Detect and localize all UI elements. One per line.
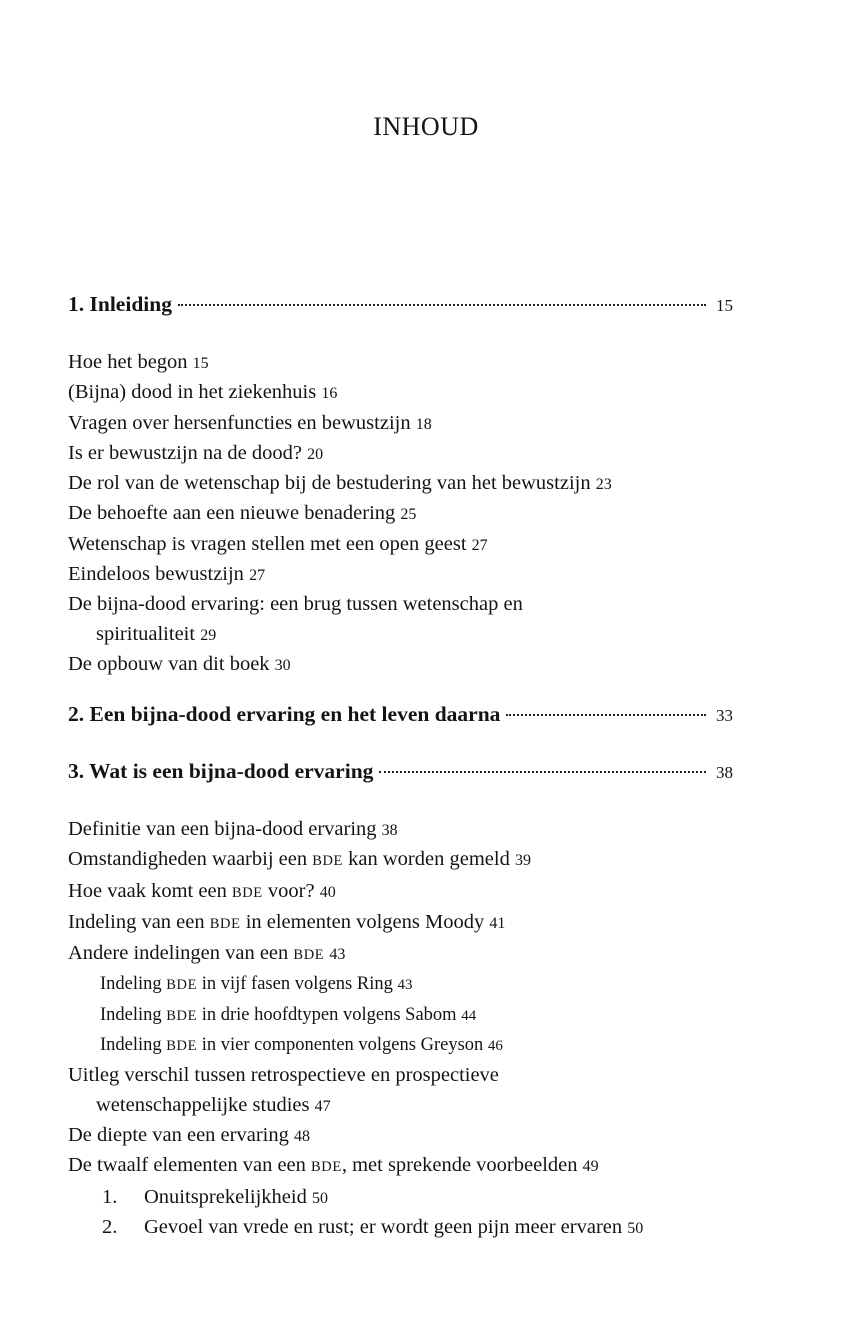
toc-entry: Is er bewustzijn na de dood? 20 bbox=[68, 441, 324, 464]
toc-entry: Hoe het begon 15 bbox=[68, 351, 209, 373]
toc-entry: Vragen over hersenfuncties en bewustzijn 18 bbox=[68, 411, 432, 434]
toc-entry: De opbouw van dit boek 30 bbox=[68, 652, 291, 675]
chapter-3-entries bbox=[68, 815, 768, 1243]
toc-entry: Indeling van een BDE in elementen volgens Moody 41 bbox=[68, 910, 506, 933]
toc-subentry: Indeling BDE in vijf fasen volgens Ring 43 bbox=[100, 974, 413, 995]
toc-entry: De bijna-dood ervaring: een brug tussen wetenschap en bbox=[68, 593, 523, 616]
chapter-label: 3. Wat is een bijna-dood ervaring bbox=[68, 759, 374, 783]
chapter-1-entries bbox=[68, 348, 768, 680]
dot-leader bbox=[178, 304, 706, 306]
chapter-page: 38 bbox=[716, 763, 733, 782]
toc-entry: Definitie van een bijna-dood ervaring 38 bbox=[68, 818, 398, 840]
chapter-label: 1. Inleiding bbox=[68, 292, 172, 316]
chapter-page: 15 bbox=[716, 296, 733, 315]
chapter-3-heading bbox=[68, 759, 733, 784]
toc-entry-continuation: wetenschappelijke studies 47 bbox=[96, 1093, 331, 1116]
chapter-1-heading bbox=[68, 292, 733, 317]
toc-entry: Omstandigheden waarbij een BDE kan worden gemeld 39 bbox=[68, 848, 531, 871]
toc-entry: Eindeloos bewustzijn 27 bbox=[68, 563, 266, 586]
dot-leader bbox=[379, 771, 706, 773]
toc-entry: Wetenschap is vragen stellen met een open geest 27 bbox=[68, 532, 488, 555]
chapter-page: 33 bbox=[716, 706, 733, 725]
toc-entry: Andere indelingen van een BDE 43 bbox=[68, 942, 346, 965]
toc-entry: De rol van de wetenschap bij de bestudering van het bewustzijn 23 bbox=[68, 472, 612, 495]
toc-subentry: Indeling BDE in drie hoofdtypen volgens Sabom 44 bbox=[100, 1004, 477, 1025]
toc-numbered-entry: 2. Gevoel van vrede en rust; er wordt geen pijn meer ervaren 50 bbox=[102, 1215, 644, 1238]
page-title: INHOUD bbox=[373, 112, 479, 141]
dot-leader bbox=[506, 714, 706, 716]
toc-entry: De twaalf elementen van een BDE, met sprekende voorbeelden 49 bbox=[68, 1154, 599, 1177]
toc-entry: (Bijna) dood in het ziekenhuis 16 bbox=[68, 381, 338, 404]
toc-entry: Hoe vaak komt een BDE voor? 40 bbox=[68, 879, 336, 902]
toc-entry: De behoefte aan een nieuwe benadering 25 bbox=[68, 502, 417, 525]
toc-entry: Uitleg verschil tussen retrospectieve en prospectieve bbox=[68, 1064, 499, 1087]
toc-entry: De diepte van een ervaring 48 bbox=[68, 1123, 310, 1146]
chapter-2-heading bbox=[68, 702, 733, 727]
chapter-label: 2. Een bijna-dood ervaring en het leven daarna bbox=[68, 702, 501, 726]
toc-subentry: Indeling BDE in vier componenten volgens Greyson 46 bbox=[100, 1035, 503, 1056]
toc-entry-continuation: spiritualiteit 29 bbox=[96, 622, 217, 645]
toc-numbered-entry: 1. Onuitsprekelijkheid 50 bbox=[102, 1185, 328, 1208]
